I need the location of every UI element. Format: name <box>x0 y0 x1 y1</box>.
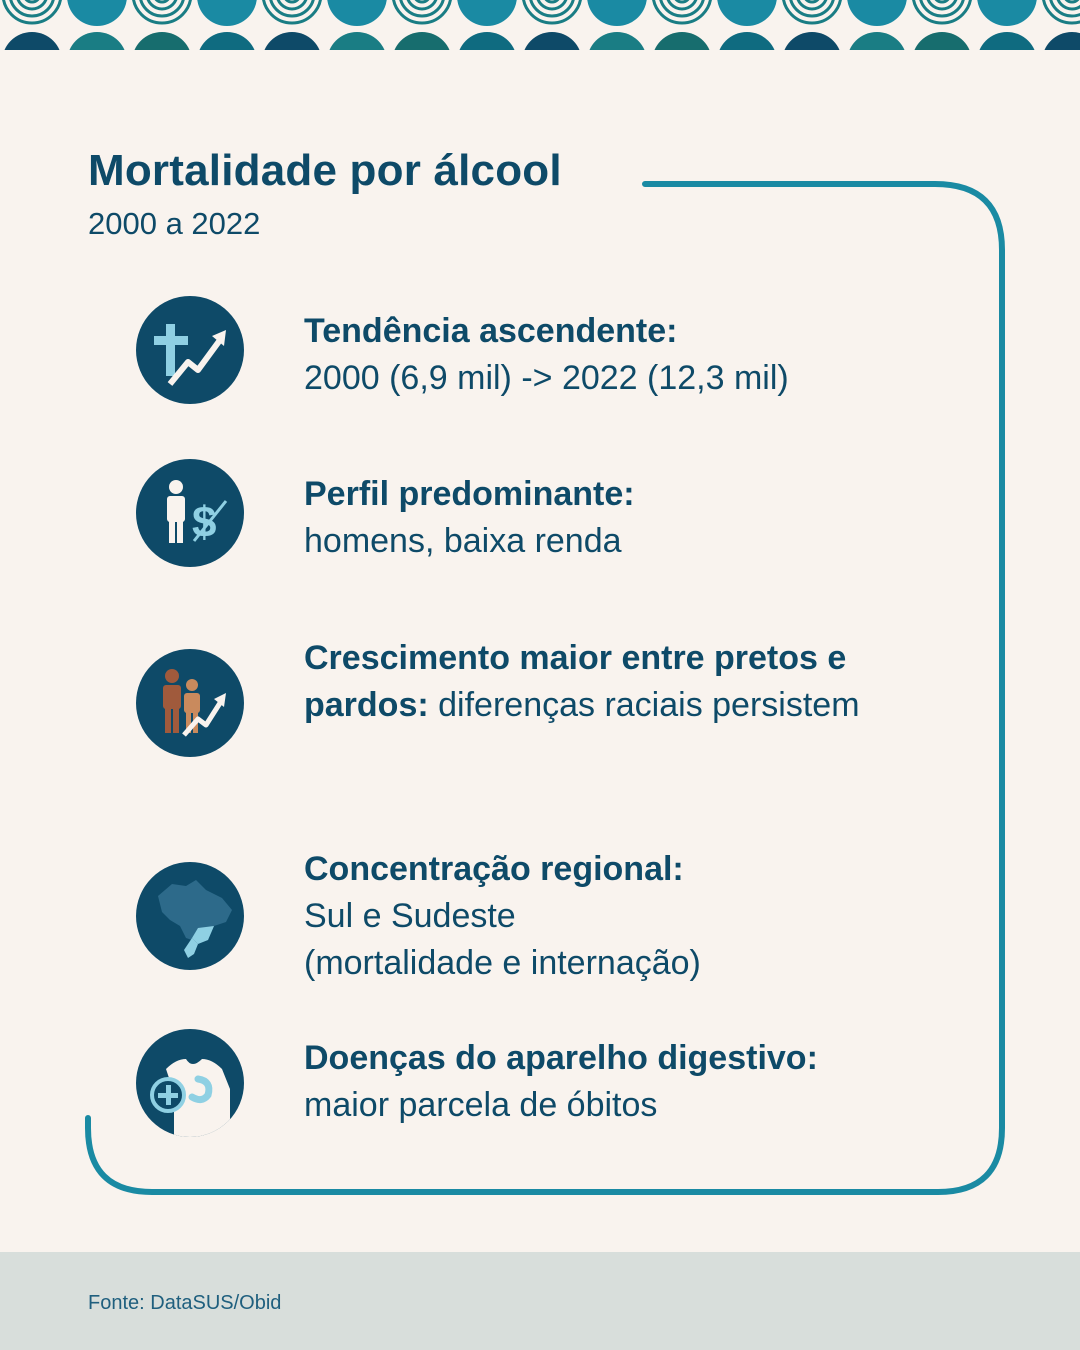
page-title: Mortalidade por álcool <box>88 146 562 195</box>
footer <box>0 1252 1080 1350</box>
item-heading: Tendência ascendente: <box>304 312 678 350</box>
item-heading: Doenças do aparelho digestivo: <box>304 1039 818 1077</box>
item-body: homens, baixa renda <box>304 522 622 560</box>
item-body: 2000 (6,9 mil) -> 2022 (12,3 mil) <box>304 359 789 397</box>
mortality-trend-up-icon <box>136 296 244 404</box>
item-body: Sul e Sudeste <box>304 897 516 935</box>
man-low-income-icon <box>136 459 244 567</box>
item-heading: Crescimento maior entre pretos e pardos: <box>304 639 847 724</box>
item-heading: Perfil predominante: <box>304 475 635 513</box>
item-body: diferenças raciais persistem <box>438 686 860 724</box>
svg-text:$: $ <box>192 498 217 547</box>
item-body: maior parcela de óbitos <box>304 1086 658 1124</box>
item-body-secondary: (mortalidade e internação) <box>304 944 701 982</box>
brazil-south-southeast-map-icon <box>136 862 244 970</box>
source-note: Fonte: DataSUS/Obid <box>88 1292 282 1314</box>
black-brown-people-growth-icon <box>136 649 244 757</box>
digestive-system-icon <box>136 1029 244 1137</box>
item-heading: Concentração regional: <box>304 850 684 888</box>
page-subtitle: 2000 a 2022 <box>88 206 261 241</box>
decorative-top-band <box>0 0 1080 50</box>
